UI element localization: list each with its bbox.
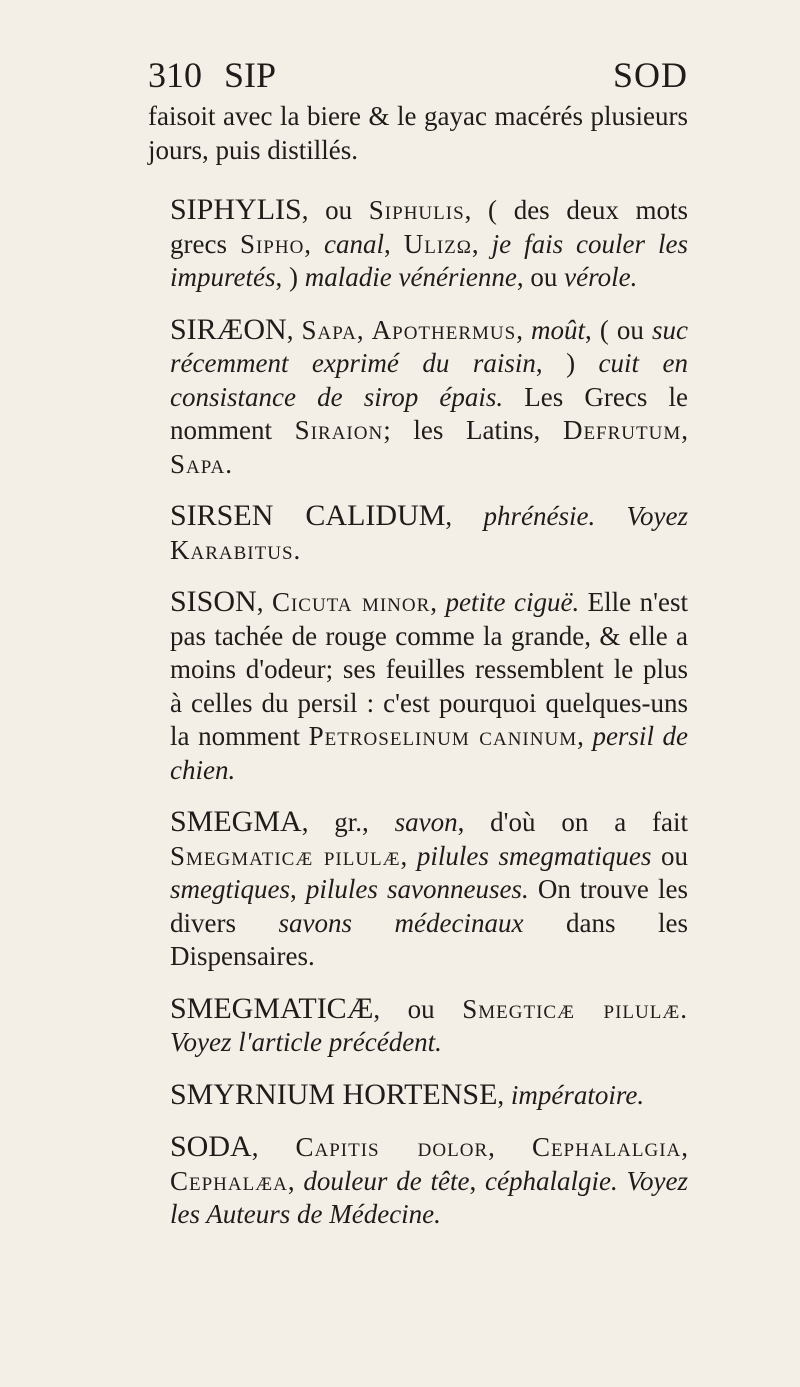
entry-headword: SIPHYLIS [170,193,302,226]
entry-sirsen: SIRSEN CALIDUM, phrénésie. Voyez Karabitus. [170,499,688,565]
entry-smyrnium: SMYRNIUM HORTENSE, impératoire. [170,1077,645,1111]
dictionary-body [148,100,688,1250]
entry-headword: SODA [170,1130,252,1163]
entry-headword: SIRSEN CALIDUM [170,499,446,532]
entry-smegma: SMEGMA, gr., savon, d'où on a fait Smegmaticæ pilulæ, pilules smegmatiques ou smegtiques, pilules savonneuses. On trouve les divers savons médecinaux dans les Dispensaires. [170,805,689,971]
entry-headword: SMEGMATICÆ [170,991,374,1025]
entry-smegmaticae: SMEGMATICÆ, ou Smegticæ pilulæ. Voyez l'article précédent. [170,991,688,1057]
right-headword: SOD [612,55,688,95]
entry-headword: SMEGMA [170,805,302,838]
entry-soda: SODA, Capitis dolor, Cephalalgia, Cephalæa, douleur de tête, céphalalgie. Voyez les Auteurs de Médecine. [170,1130,689,1229]
entry-headword: SISON [170,585,257,618]
entry-headword: SIRÆON [170,312,287,346]
entry-sison: SISON, Cicuta minor, petite ciguë. Elle n'est pas tachée de rouge comme la grande, & elle a moins d'odeur; ses feuilles ressemblent le plus à celles du persil : c'est pourquoi quelques-uns la nomment Petroselinum caninum, persil de chien. [170,585,689,785]
entry-siraeon: SIRÆON, Sapa, Apothermus, moût, ( ou suc récemment exprimé du raisin, ) cuit en consistance de sirop épais. Les Grecs le nomment Siraion; les Latins, Defrutum, Sapa. [170,312,689,479]
page-number: 310 [148,55,202,95]
running-header [148,50,688,100]
entry-siphylis: SIPHYLIS, ou Siphulis, ( des deux mots grecs Sipho, canal, Ulizω, je fais couler les impuretés, ) maladie vénérienne, ou vérole. [170,193,689,292]
left-headword: SIP [224,55,277,95]
entry-continuation: faisoit avec la biere & le gayac macérés plusieurs jours, puis distillés. [148,101,688,165]
entry-headword: SMYRNIUM HORTENSE [170,1077,498,1111]
